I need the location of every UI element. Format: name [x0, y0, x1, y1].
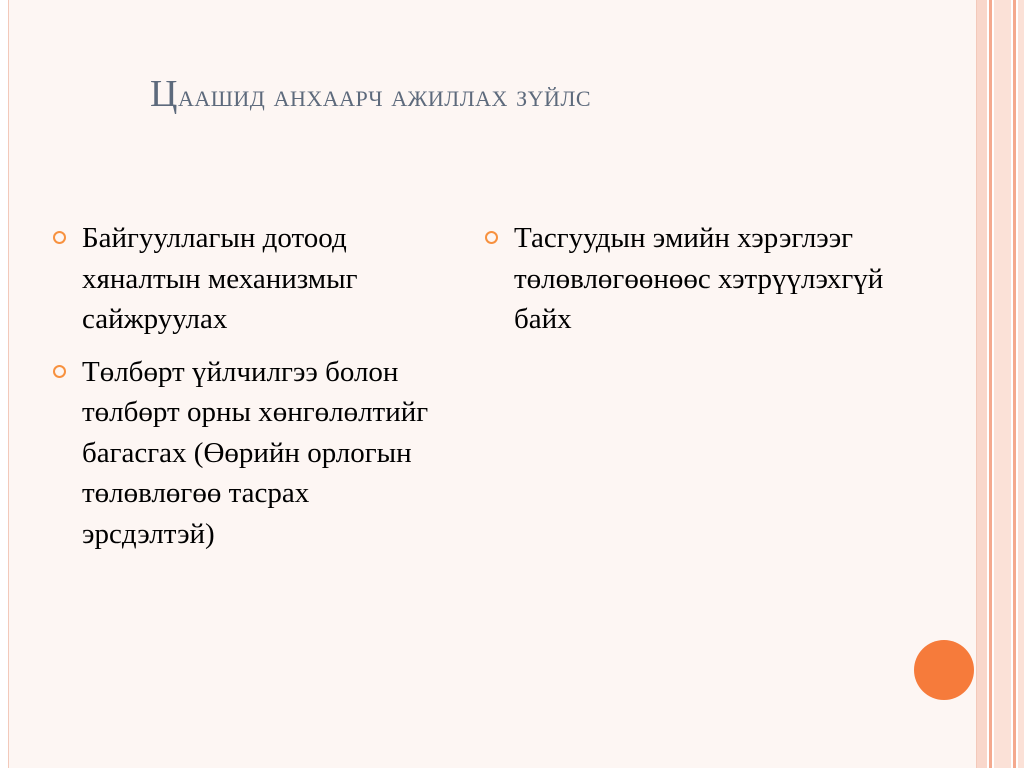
bullet-item — [50, 218, 435, 340]
bullet-text: Төлбөрт үйлчилгээ болон төлбөрт орны хөнгөлөлтийг багасгах (Өөрийн орлогын төлөвлөгөө тасрах эрсдэлтэй) — [82, 355, 429, 550]
decorative-stripe — [994, 0, 1011, 768]
circle-bullet-icon — [53, 365, 66, 378]
left-bullet-list — [50, 218, 435, 566]
circle-bullet-icon — [485, 231, 498, 244]
bullet-item — [50, 352, 435, 555]
bullet-text: Тасгуудын эмийн хэрэглээг төлөвлөгөөнөөс хэтрүүлэхгүй байх — [514, 222, 884, 335]
decorative-stripe — [1013, 0, 1016, 768]
bullet-item — [482, 218, 912, 340]
decorative-stripe — [989, 0, 992, 768]
orange-circle-decoration — [914, 640, 974, 700]
slide-title — [150, 72, 910, 116]
decorative-stripe — [1018, 0, 1024, 768]
right-bullet-list — [482, 218, 912, 352]
decorative-stripe — [977, 0, 987, 768]
bullet-text: Байгууллагын дотоод хяналтын механизмыг сайжруулах — [82, 222, 358, 335]
circle-bullet-icon — [53, 231, 66, 244]
slide-title-first-letter: Ц — [150, 73, 178, 115]
slide-title-rest: аашид анхаарч ажиллах зүйлс — [177, 78, 592, 113]
